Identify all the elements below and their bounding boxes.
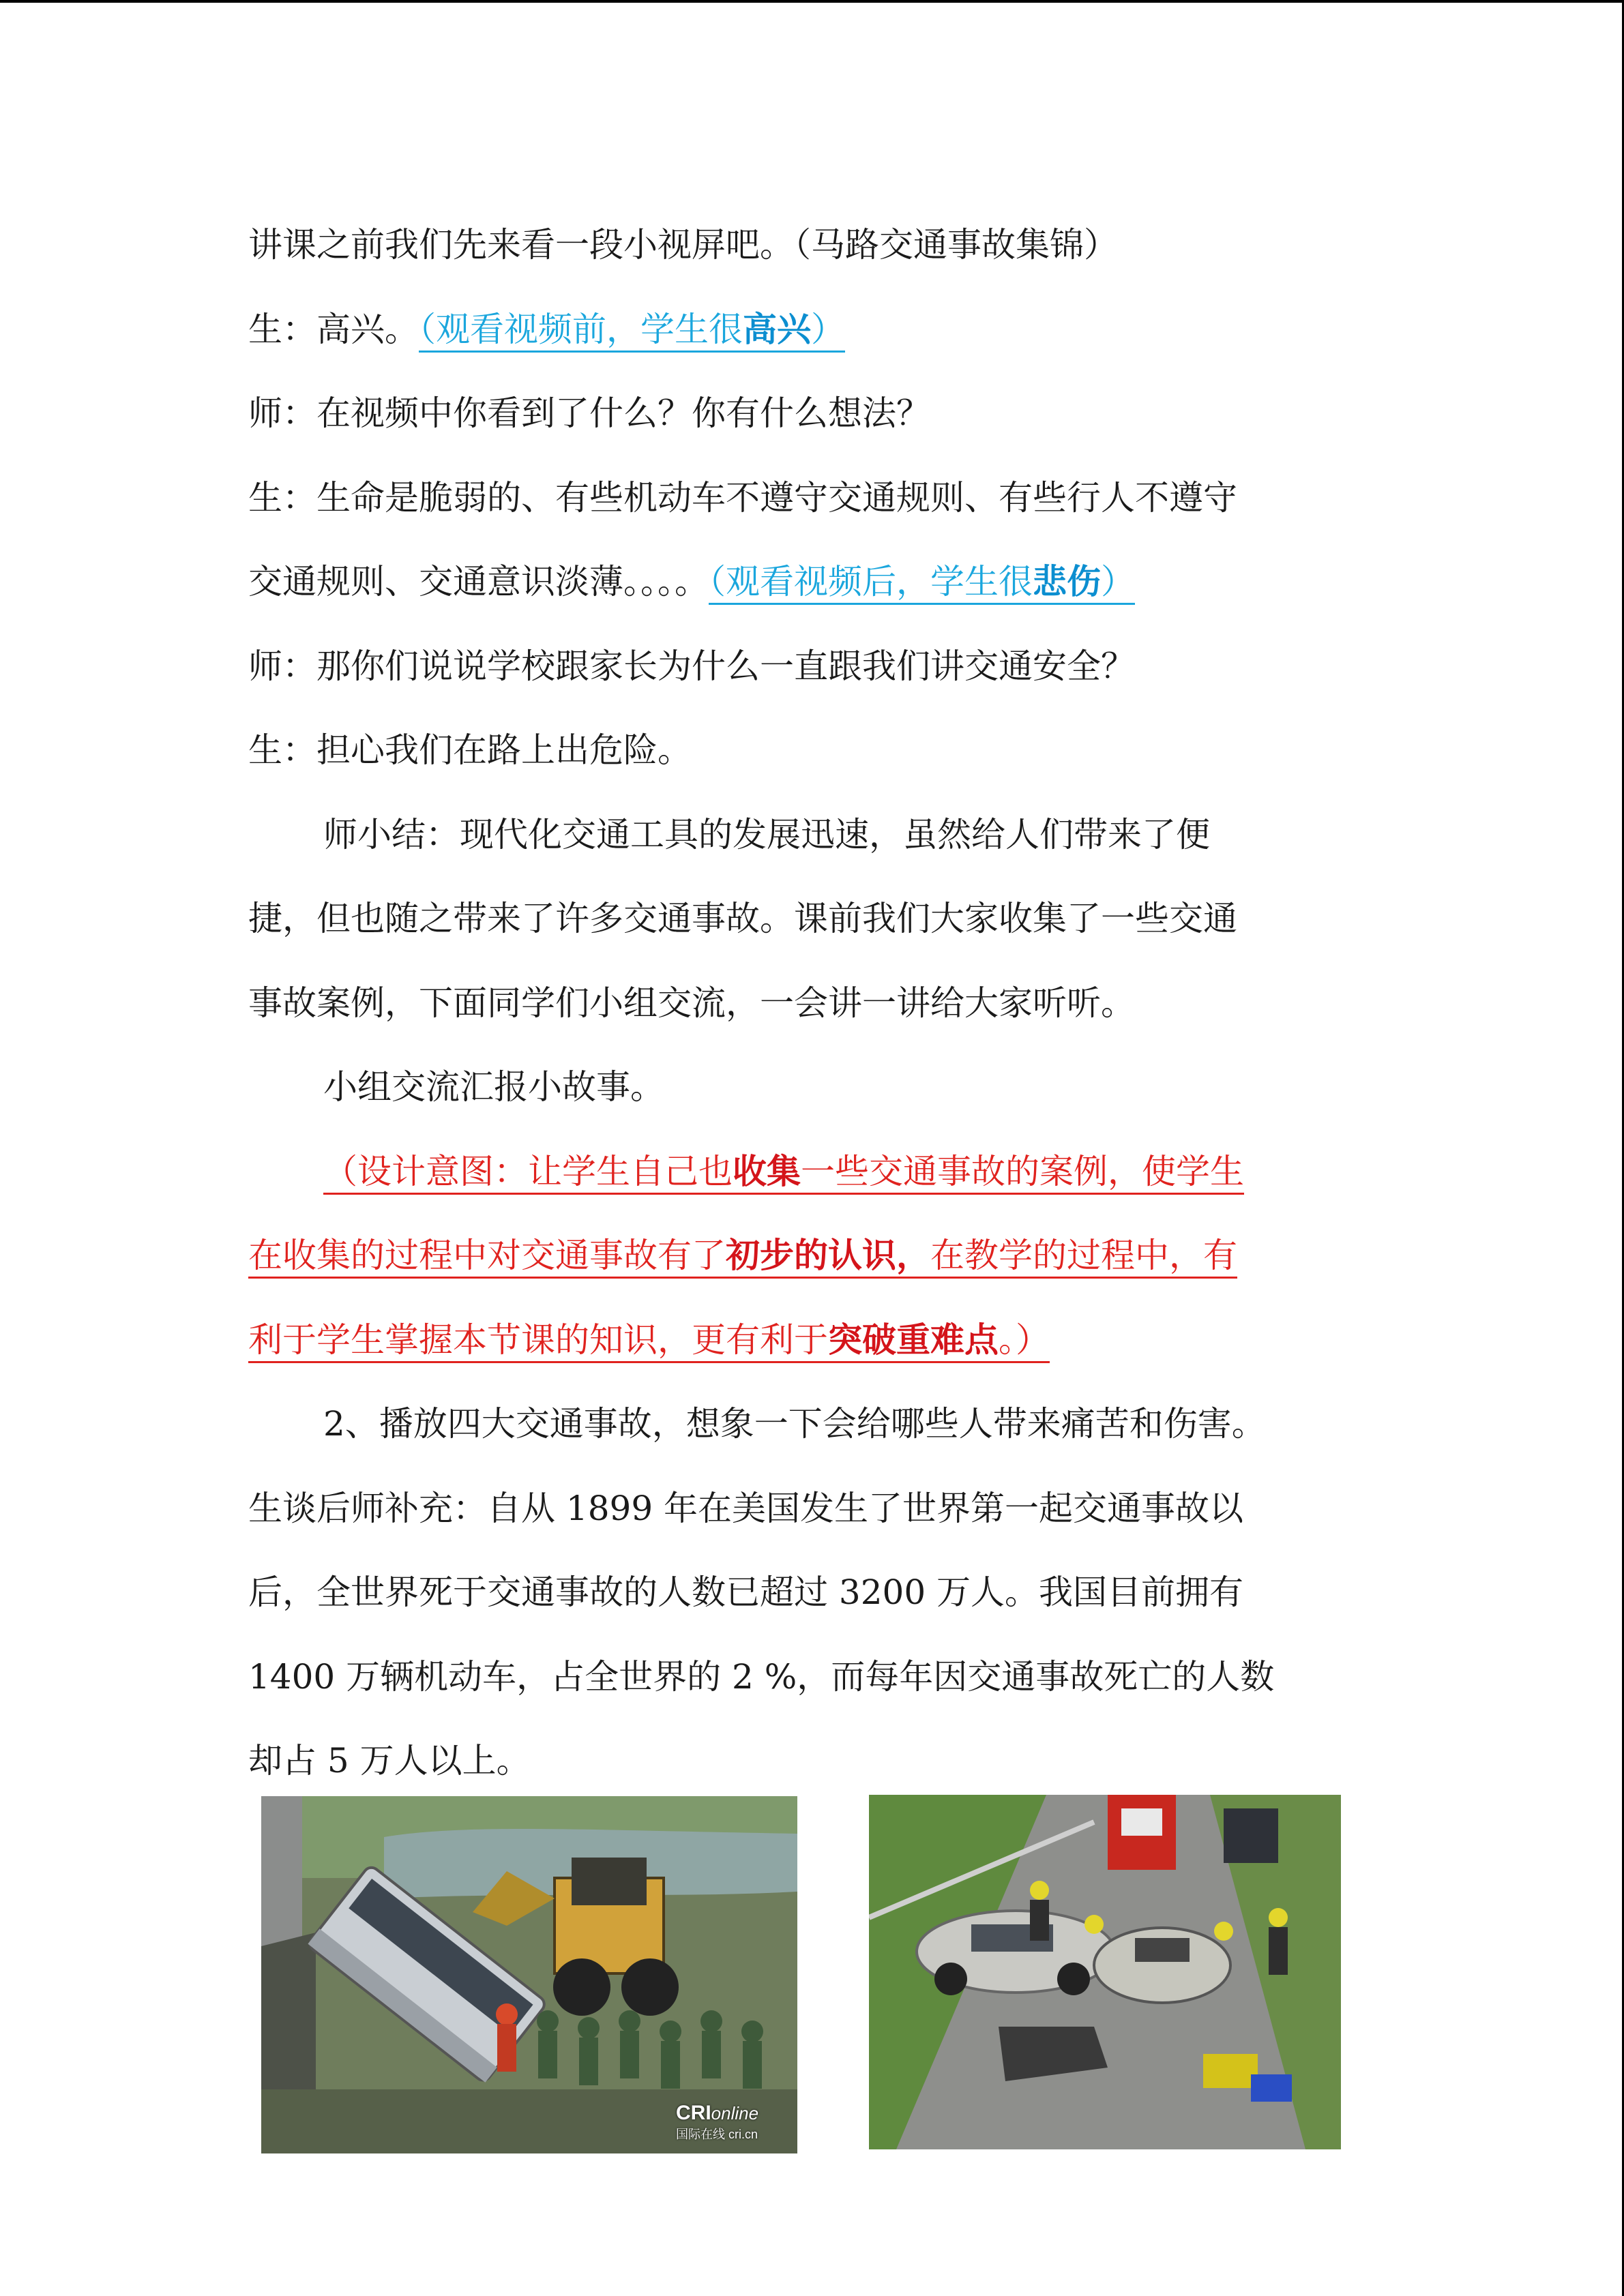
bus-accident-photo bbox=[261, 1796, 797, 2153]
paragraph-line: 师：那你们说说学校跟家长为什么一直跟我们讲交通安全？ bbox=[248, 646, 1135, 686]
lesson-text bbox=[248, 211, 1367, 1811]
cri-watermark: CRIonline 国际在线 cri.cn bbox=[676, 2102, 759, 2141]
emotion-note: （观看视频前，学生很高兴） bbox=[419, 308, 845, 349]
paragraph-line: 却占 5 万人以上。 bbox=[248, 1741, 531, 1780]
paragraph-line: 2、播放四大交通事故，想象一下会给哪些人带来痛苦和伤害。 bbox=[323, 1404, 1266, 1444]
paragraph-line bbox=[248, 295, 1367, 380]
emotion-note: （观看视频后，学生很悲伤） bbox=[709, 561, 1135, 601]
student-answer: 生：高兴。 bbox=[248, 309, 419, 349]
paragraph-line: 小组交流汇报小故事。 bbox=[323, 1067, 664, 1107]
paragraph-line: 师小结：现代化交通工具的发展迅速，虽然给人们带来了便 bbox=[323, 814, 1210, 854]
student-answer: 交通规则、交通意识淡薄。。。。 bbox=[248, 562, 709, 601]
paragraph-line: 事故案例，下面同学们小组交流，一会讲一讲给大家听听。 bbox=[248, 983, 1135, 1023]
paragraph-line: 生：生命是脆弱的、有些机动车不遵守交通规则、有些行人不遵守 bbox=[248, 477, 1237, 518]
paragraph-line: 讲课之前我们先来看一段小视屏吧。（马路交通事故集锦） bbox=[248, 225, 1118, 265]
paragraph-line: 师：在视频中你看到了什么？你有什么想法？ bbox=[248, 393, 930, 433]
car-crash-photo bbox=[869, 1795, 1341, 2149]
paragraph-line: 1400 万辆机动车，占全世界的 2 %，而每年因交通事故死亡的人数 bbox=[248, 1656, 1275, 1697]
paragraph-line: 生谈后师补充：自从 1899 年在美国发生了世界第一起交通事故以 bbox=[248, 1488, 1244, 1528]
paragraph-line bbox=[248, 548, 1367, 632]
design-note-line: 利于学生掌握本节课的知识，更有利于突破重难点。） bbox=[248, 1319, 1050, 1360]
paragraph-line: 后，全世界死于交通事故的人数已超过 3200 万人。我国目前拥有 bbox=[248, 1572, 1244, 1612]
design-note-line: 在收集的过程中对交通事故有了初步的认识，在教学的过程中，有 bbox=[248, 1235, 1237, 1275]
paragraph-line: 捷，但也随之带来了许多交通事故。课前我们大家收集了一些交通 bbox=[248, 899, 1237, 938]
design-note-line: （设计意图：让学生自己也收集一些交通事故的案例，使学生 bbox=[323, 1150, 1244, 1191]
paragraph-line: 生：担心我们在路上出危险。 bbox=[248, 730, 692, 770]
